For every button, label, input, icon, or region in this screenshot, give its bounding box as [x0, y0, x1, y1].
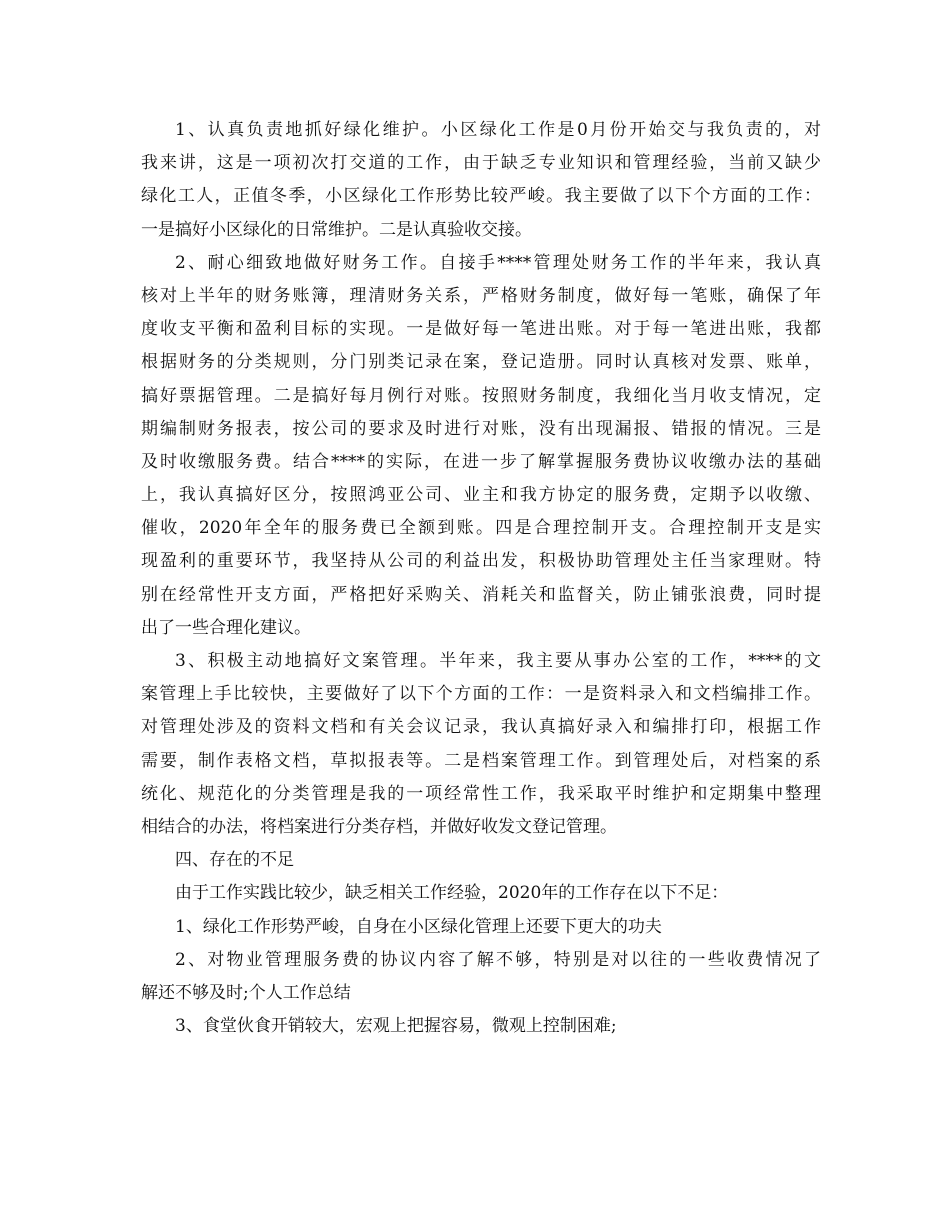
paragraph-3-line-6: 相结合的办法，将档案进行分类存档，并做好收发文登记管理。: [141, 816, 617, 837]
paragraph-3-line-1: 3、积极主动地搞好文案管理。半年来，我主要从事办公室的工作，****的文: [175, 651, 821, 671]
shortcomings-intro: 由于工作实践比较少，缺乏相关工作经验，2020年的工作存在以下不足：: [175, 883, 729, 904]
document-body: [141, 114, 821, 1043]
paragraph-1-line-1: 1、认真负责地抓好绿化维护。小区绿化工作是0月份开始交与我负责的，对: [175, 120, 821, 140]
paragraph-3-line-2: 案管理上手比较快，主要做好了以下个方面的工作：一是资料录入和文档编排工作。: [141, 684, 821, 705]
paragraph-2-line-1: 2、耐心细致地做好财务工作。自接手****管理处财务工作的半年来，我认真: [175, 252, 821, 273]
paragraph-3-line-3: 对管理处涉及的资料文档和有关会议记录，我认真搞好录入和编排打印，根据工作: [141, 717, 821, 738]
paragraph-2-line-12: 出了一些合理化建议。: [141, 617, 311, 638]
shortcoming-item-2-line-2: 解还不够及时;个人工作总结: [141, 982, 351, 1003]
paragraph-2-line-7: 及时收缴服务费。结合****的实际，在进一步了解掌握服务费协议收缴办法的基础: [141, 451, 821, 472]
paragraph-2-line-9: 催收，2020年全年的服务费已全额到账。四是合理控制开支。合理控制开支是实: [141, 518, 821, 539]
paragraph-3-line-5: 统化、规范化的分类管理是我的一项经常性工作，我采取平时维护和定期集中整理: [141, 783, 821, 804]
paragraph-1-line-2: 我来讲，这是一项初次打交道的工作，由于缺乏专业知识和管理经验，当前又缺少: [141, 153, 821, 174]
paragraph-2-line-2: 核对上半年的财务账簿，理清财务关系，严格财务制度，做好每一笔账，确保了年: [141, 285, 821, 306]
paragraph-2-line-5: 搞好票据管理。二是搞好每月例行对账。按照财务制度，我细化当月收支情况，定: [141, 385, 821, 406]
paragraph-2-line-11: 别在经常性开支方面，严格把好采购关、消耗关和监督关，防止铺张浪费，同时提: [141, 584, 821, 605]
shortcoming-item-1: 1、绿化工作形势严峻，自身在小区绿化管理上还要下更大的功夫: [175, 916, 662, 937]
paragraph-2-line-8: 上，我认真搞好区分，按照鸿亚公司、业主和我方协定的服务费，定期予以收缴、: [141, 485, 821, 506]
paragraph-2-line-6: 期编制财务报表，按公司的要求及时进行对账，没有出现漏报、错报的情况。三是: [141, 418, 821, 439]
paragraph-2-line-3: 度收支平衡和盈利目标的实现。一是做好每一笔进出账。对于每一笔进出账，我都: [141, 319, 821, 340]
paragraph-1-line-4: 一是搞好小区绿化的日常维护。二是认真验收交接。: [141, 219, 532, 240]
section-heading-shortcomings: 四、存在的不足: [175, 850, 294, 871]
paragraph-2-line-10: 现盈利的重要环节，我坚持从公司的利益出发，积极协助管理处主任当家理财。特: [141, 551, 821, 572]
shortcoming-item-3: 3、食堂伙食开销较大，宏观上把握容易，微观上控制困难;: [175, 1016, 617, 1037]
paragraph-2-line-4: 根据财务的分类规则，分门别类记录在案，登记造册。同时认真核对发票、账单，: [141, 352, 821, 373]
shortcoming-item-2-line-1: 2、对物业管理服务费的协议内容了解不够，特别是对以往的一些收费情况了: [175, 949, 821, 970]
paragraph-1-line-3: 绿化工人，正值冬季，小区绿化工作形势比较严峻。我主要做了以下个方面的工作：: [141, 186, 821, 207]
paragraph-3-line-4: 需要，制作表格文档，草拟报表等。二是档案管理工作。到管理处后，对档案的系: [141, 750, 821, 771]
